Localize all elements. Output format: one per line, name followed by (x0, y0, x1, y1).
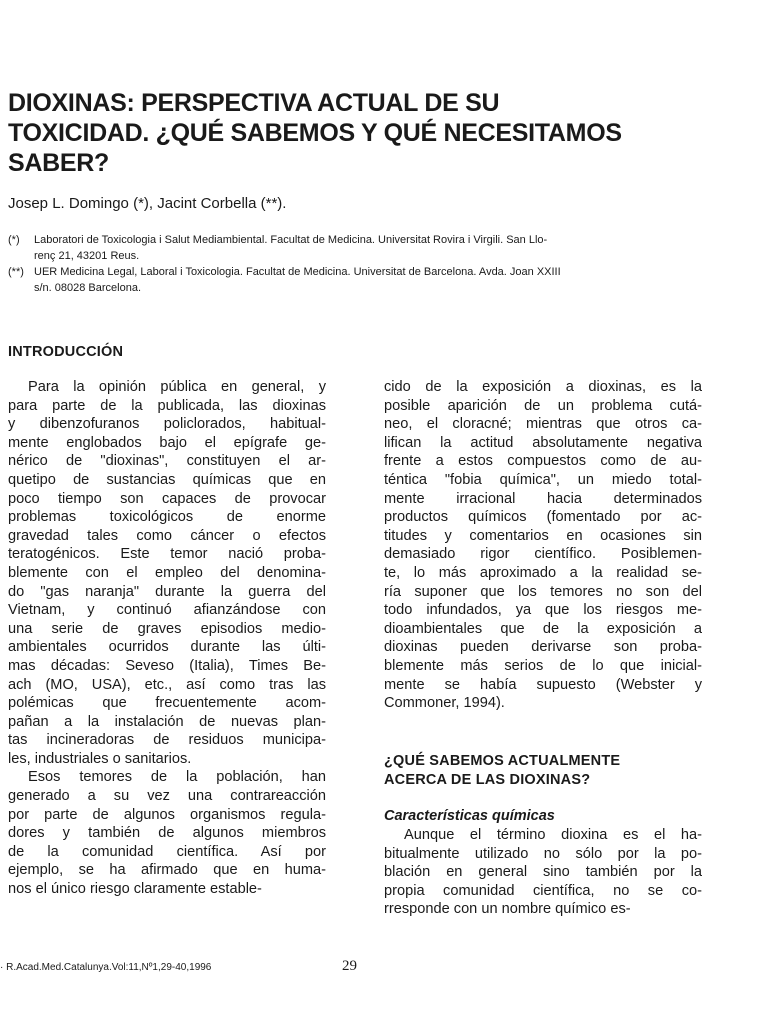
text-line: mente englobados bajo el epígrafe ge- (8, 434, 326, 451)
text-line: téntica "fobia química", un miedo total- (384, 471, 702, 488)
text-line: generado a su vez una contrareacción (8, 788, 326, 805)
text-line: dores y también de algunos miembros (8, 825, 326, 842)
text-line: de la comunidad científica. Así por (8, 843, 326, 860)
text-line: mas décadas: Seveso (Italia), Times Be- (8, 657, 326, 674)
text-line: Para la opinión pública en general, y (28, 379, 326, 395)
text-line: Aunque el término dioxina es el ha- (404, 827, 702, 843)
text-line: quetipo de sustancias químicas que en (8, 471, 326, 488)
article-title (8, 88, 708, 178)
text-line: blemente más serios de lo que inicial- (384, 657, 702, 674)
text-line: problemas toxicológicos de enorme (8, 509, 326, 526)
authors: Josep L. Domingo (*), Jacint Corbella (**). (8, 195, 287, 212)
heading-line: ACERCA DE LAS DIOXINAS? (384, 772, 591, 788)
heading-line: ¿QUÉ SABEMOS ACTUALMENTE (384, 753, 621, 769)
text-line: poco tiempo son capaces de provocar (8, 490, 326, 507)
text-line: y dibenzofuranos policlorados, habitual- (8, 416, 326, 433)
text-line: rresponde con un nombre químico es- (384, 901, 631, 918)
title-line: SABER? (8, 149, 109, 177)
right-column-body-continued (384, 826, 702, 919)
text-line: polémicas que frecuentemente acom- (8, 695, 326, 712)
text-line: propia comunidad científica, no se co- (384, 882, 702, 899)
text-line: por parte de algunos organismos regula- (8, 806, 326, 823)
text-line: ría suponer que los temores no son del (384, 583, 702, 600)
journal-citation-footer: · R.Acad.Med.Catalunya.Vol:11,Nº1,29-40,1996 (0, 962, 212, 973)
text-line: lifican la actitud absolutamente negativa (384, 434, 702, 451)
text-line: mente se había supuesto (Webster y (384, 676, 702, 693)
text-line: do "gas naranja" durante la guerra del (8, 583, 326, 600)
page-number: 29 (342, 958, 357, 974)
affiliation-1 (8, 232, 688, 264)
text-line: Commoner, 1994). (384, 695, 505, 712)
text-line: productos químicos (fomentado por ac- (384, 509, 702, 526)
text-line: frente a estos compuestos como de au- (384, 453, 702, 470)
text-line: nérico de "dioxinas", constituyen el ar- (8, 453, 326, 470)
left-column-body (8, 378, 326, 899)
text-line: ach (MO, USA), etc., así como tras las (8, 676, 326, 693)
text-line: cido de la exposición a dioxinas, es la (384, 379, 702, 395)
text-line: ambientales ocurridos durante las últi- (8, 639, 326, 656)
text-line: blemente con el empleo del denomina- (8, 564, 326, 581)
title-line: TOXICIDAD. ¿QUÉ SABEMOS Y QUÉ NECESITAMOS (8, 119, 622, 147)
text-line: neo, el cloracné; mientras que otros ca- (384, 416, 702, 433)
text-line: gravedad tales como cáncer o efectos (8, 527, 326, 544)
text-line: teratogénicos. Este temor nació proba- (8, 546, 326, 563)
section-heading-que-sabemos (384, 752, 620, 790)
text-line: Vietnam, y continuó afianzándose con (8, 602, 326, 619)
text-line: tas incineradoras de residuos municipa- (8, 732, 326, 749)
text-line: pañan a la instalación de nuevas plan- (8, 713, 326, 730)
subsection-heading: Características químicas (384, 808, 555, 824)
text-line: les, industriales o sanitarios. (8, 750, 192, 767)
affiliation-mark: (*) (8, 234, 20, 246)
affiliation-mark: (**) (8, 266, 24, 278)
text-line: blación en general sino también por la (384, 864, 702, 881)
text-line: titudes y comentarios en ocasiones sin (384, 527, 702, 544)
text-line: posible aparición de un problema cutá- (384, 397, 702, 414)
affiliation-line: renç 21, 43201 Reus. (34, 250, 140, 262)
text-line: Esos temores de la población, han (28, 769, 326, 786)
text-line: todo infundados, ya que los riesgos me- (384, 602, 702, 619)
affiliation-line: Laboratori de Toxicologia i Salut Mediambiental. Facultat de Medicina. Universitat Rovira i Virgili. San Llo- (34, 234, 548, 246)
text-line: ejemplo, se ha afirmado que en huma- (8, 862, 326, 879)
text-line: te, lo más aproximado a la realidad se- (384, 564, 702, 581)
text-line: dioambientales que de la exposición a (384, 620, 702, 637)
section-heading-introduccion: INTRODUCCIÓN (8, 344, 124, 360)
title-line: DIOXINAS: PERSPECTIVA ACTUAL DE SU (8, 89, 500, 117)
text-line: mente irracional hacia determinados (384, 490, 702, 507)
right-column-body (384, 378, 702, 713)
text-line: para parte de la publicada, las dioxinas (8, 397, 326, 414)
text-line: dioxinas pueden derivarse son proba- (384, 639, 702, 656)
text-line: demasiado rigor científico. Posiblemen- (384, 546, 702, 563)
affiliation-line: UER Medicina Legal, Laboral i Toxicologia. Facultat de Medicina. Universitat de Barcelona. Avda. Joan XXIII (34, 266, 561, 278)
text-line: nos el único riesgo claramente estable- (8, 881, 262, 898)
affiliation-2 (8, 264, 688, 296)
text-line: bitualmente utilizado no sólo por la po- (384, 845, 702, 862)
text-line: una serie de graves episodios medio- (8, 620, 326, 637)
affiliation-line: s/n. 08028 Barcelona. (34, 282, 142, 294)
